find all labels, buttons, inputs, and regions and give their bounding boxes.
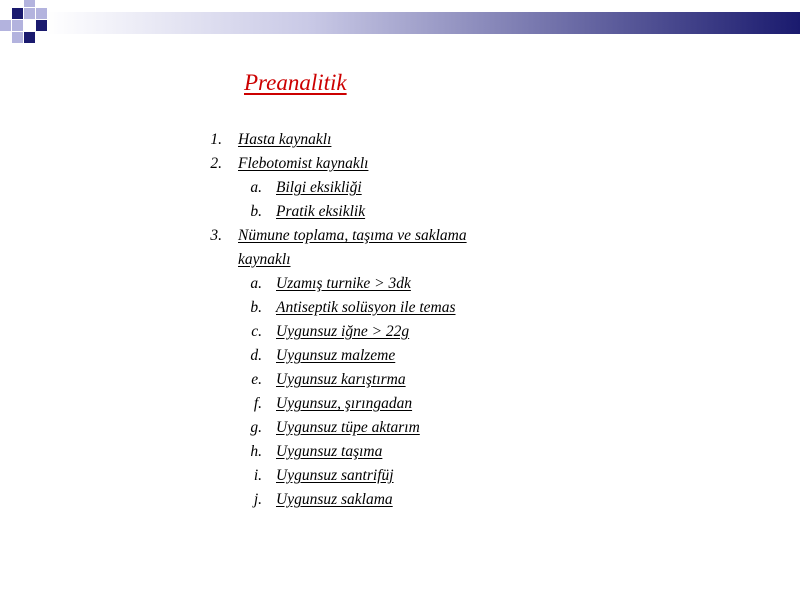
- list-marker: g.: [250, 419, 262, 436]
- list-marker: b.: [250, 299, 262, 316]
- list-item-text: Flebotomist kaynaklı: [238, 155, 369, 172]
- list-item-text: Uygunsuz tüpe aktarım: [276, 419, 420, 436]
- list-item-text: Uzamış turnike > 3dk: [276, 275, 411, 292]
- list-item-text: Uygunsuz taşıma: [276, 443, 383, 460]
- list-item-text: Uygunsuz malzeme: [276, 347, 396, 364]
- list-item-text: kaynaklı: [238, 251, 291, 268]
- list-marker: 1.: [210, 131, 222, 148]
- list-marker: a.: [250, 179, 262, 196]
- list-marker: f.: [253, 395, 262, 412]
- list-marker: 2.: [210, 155, 222, 172]
- list-item-text: Hasta kaynaklı: [238, 131, 332, 148]
- list-item-text: Nümune toplama, taşıma ve saklama: [238, 227, 467, 244]
- list-marker: c.: [251, 323, 262, 340]
- list-item-text: Uygunsuz saklama: [276, 491, 393, 508]
- list-item-text: Uygunsuz karıştırma: [276, 371, 406, 388]
- list-marker: 3.: [210, 227, 222, 244]
- list-marker: b.: [250, 203, 262, 220]
- list-marker: j.: [253, 491, 262, 508]
- slide-title: Preanalitik: [244, 70, 347, 95]
- list-marker: i.: [253, 467, 262, 484]
- list-marker: e.: [251, 371, 262, 388]
- list-item-text: Uygunsuz santrifüj: [276, 467, 394, 484]
- list-marker: a.: [250, 275, 262, 292]
- list-item-text: Bilgi eksikliği: [276, 179, 362, 196]
- list-item-text: Antiseptik solüsyon ile temas: [276, 299, 456, 316]
- list-item-text: Uygunsuz, şırıngadan: [276, 395, 413, 412]
- list-marker: d.: [250, 347, 262, 364]
- list-item-text: Uygunsuz iğne > 22g: [276, 323, 410, 340]
- list-marker: h.: [250, 443, 262, 460]
- list-item-text: Pratik eksiklik: [276, 203, 366, 220]
